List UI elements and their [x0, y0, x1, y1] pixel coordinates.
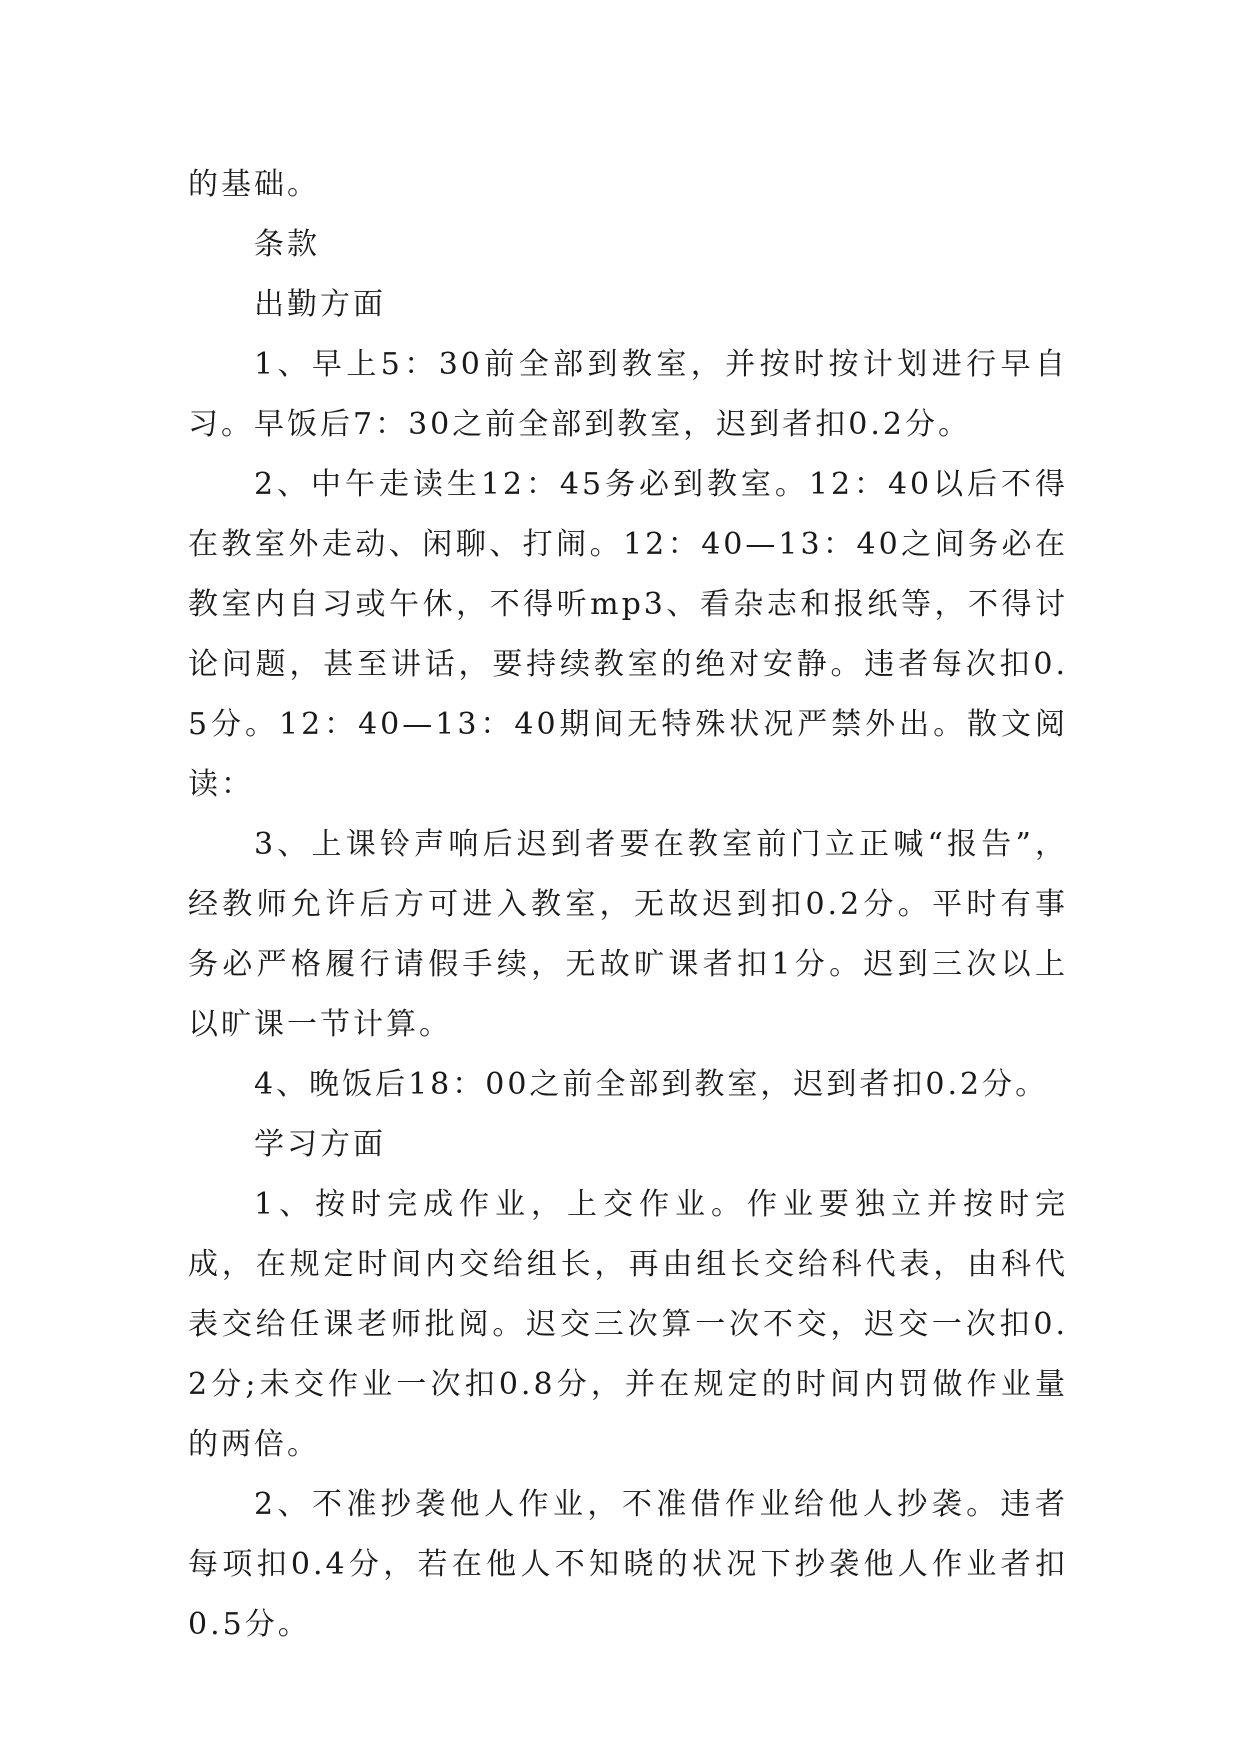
attendance-rule-4: 4、晚饭后18：00之前全部到教室，迟到者扣0.2分。 [254, 1067, 1049, 1102]
attendance-rule-1: 1、早上5：30前全部到教室，并按时按计划进行早自习。早饭后7：30之前全部到教室，迟到者扣0.2分。 [188, 347, 1068, 442]
study-rule-1: 1、按时完成作业，上交作业。作业要独立并按时完成，在规定时间内交给组长，再由组长交给科代表，由科代表交给任课老师批阅。迟交三次算一次不交，迟交一次扣0.2分;未交作业一次扣0.8分，并在规定的时间内罚做作业量的两倍。 [188, 1187, 1068, 1462]
document-body [188, 155, 1068, 1655]
study-rule-2: 2、不准抄袭他人作业，不准借作业给他人抄袭。违者每项扣0.4分，若在他人不知晓的状况下抄袭他人作业者扣0.5分。 [188, 1487, 1068, 1642]
paragraph-continuation: 的基础。 [188, 167, 320, 202]
heading-study: 学习方面 [254, 1127, 386, 1162]
attendance-rule-2: 2、中午走读生12：45务必到教室。12：40以后不得在教室外走动、闲聊、打闹。12：40—13：40之间务必在教室内自习或午休，不得听mp3、看杂志和报纸等，不得讨论问题，甚至讲话，要持续教室的绝对安静。违者每次扣0.5分。12：40—13：40期间无特殊状况严禁外出。散文阅读： [188, 467, 1068, 802]
attendance-rule-3: 3、上课铃声响后迟到者要在教室前门立正喊“报告”，经教师允许后方可进入教室，无故迟到扣0.2分。平时有事务必严格履行请假手续，无故旷课者扣1分。迟到三次以上以旷课一节计算。 [188, 827, 1068, 1042]
heading-clauses: 条款 [254, 227, 320, 262]
heading-attendance: 出勤方面 [254, 287, 386, 322]
